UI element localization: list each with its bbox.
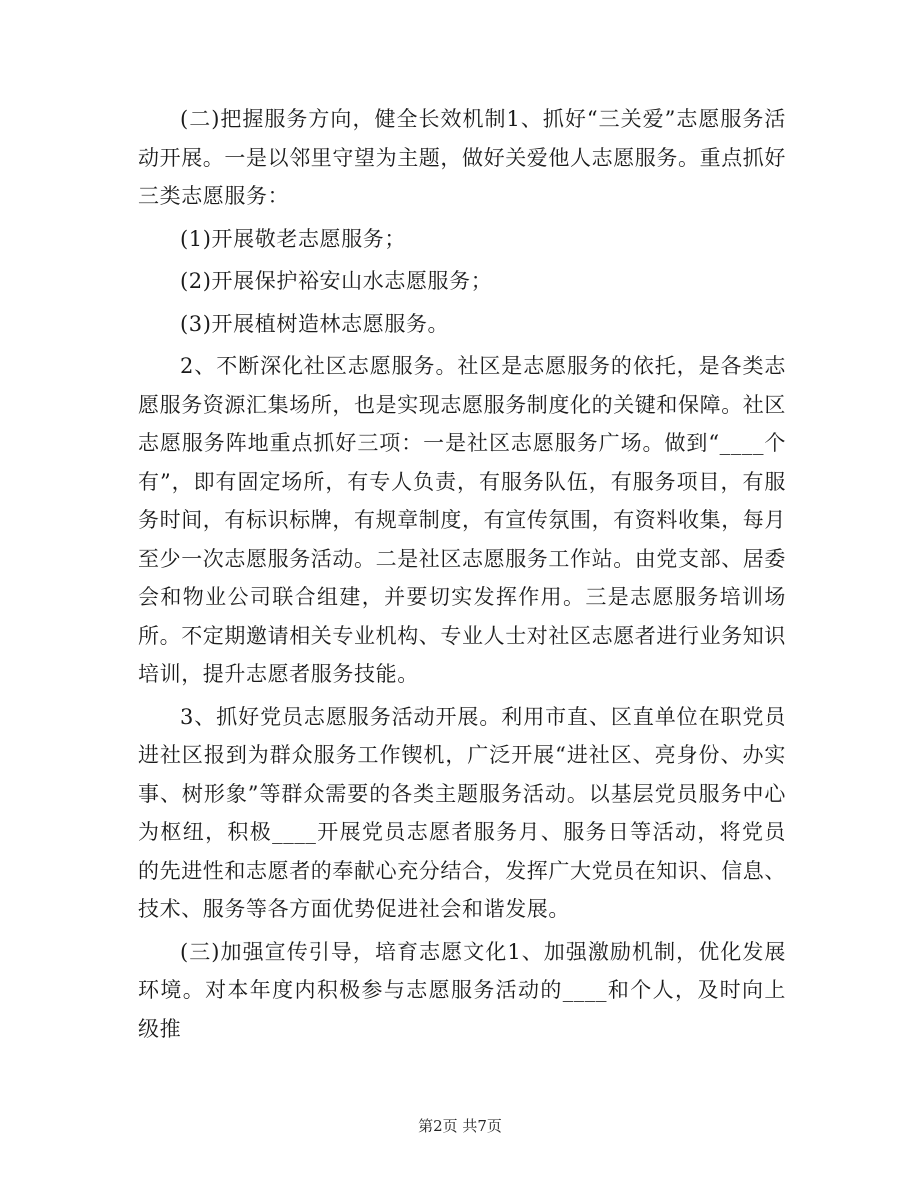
page-number-footer: 第2页 共7页 [418, 1117, 502, 1135]
paragraph-section-3-intro: (三)加强宣传引导，培育志愿文化1、加强激励机制，优化发展环境。对本年度内积极参与志愿服务活动的____和个人，及时向上级推 [138, 939, 786, 1041]
paragraph-item-1: (1)开展敬老志愿服务； [180, 226, 406, 251]
paragraph-item-2: (2)开展保护裕安山水志愿服务； [180, 269, 493, 293]
paragraph-party-member-service: 3、抓好党员志愿服务活动开展。利用市直、区直单位在职党员进社区报到为群众服务工作锲机，广泛开展“进社区、亮身份、办实事、树形象”等群众需要的各类主题服务活动。以基层党员服务中心为枢纽，积极____开展党员志愿者服务月、服务日等活动，将党员的先进性和志愿者的奉献心充分结合，发挥广大党员在知识、信息、技术、服务等各方面优势促进社会和谐发展。 [138, 704, 786, 921]
paragraph-section-2-intro: (二)把握服务方向，健全长效机制1、抓好“三关爱”志愿服务活动开展。一是以邻里守望为主题，做好关爱他人志愿服务。重点抓好三类志愿服务： [138, 107, 786, 208]
paragraph-item-3: (3)开展植树造林志愿服务。 [180, 311, 450, 336]
paragraph-community-service: 2、不断深化社区志愿服务。社区是志愿服务的依托，是各类志愿服务资源汇集场所，也是实现志愿服务制度化的关键和保障。社区志愿服务阵地重点抓好三项：一是社区志愿服务广场。做到“____个有”，即有固定场所，有专人负责，有服务队伍，有服务项目，有服务时间，有标识标牌，有规章制度，有宣传氛围，有资料收集，每月至少一次志愿服务活动。二是社区志愿服务工作站。由党支部、居委会和物业公司联合组建，并要切实发挥作用。三是志愿服务培训场所。不定期邀请相关专业机构、专业人士对社区志愿者进行业务知识培训，提升志愿者服务技能。 [138, 354, 786, 686]
document-body [138, 100, 786, 1052]
